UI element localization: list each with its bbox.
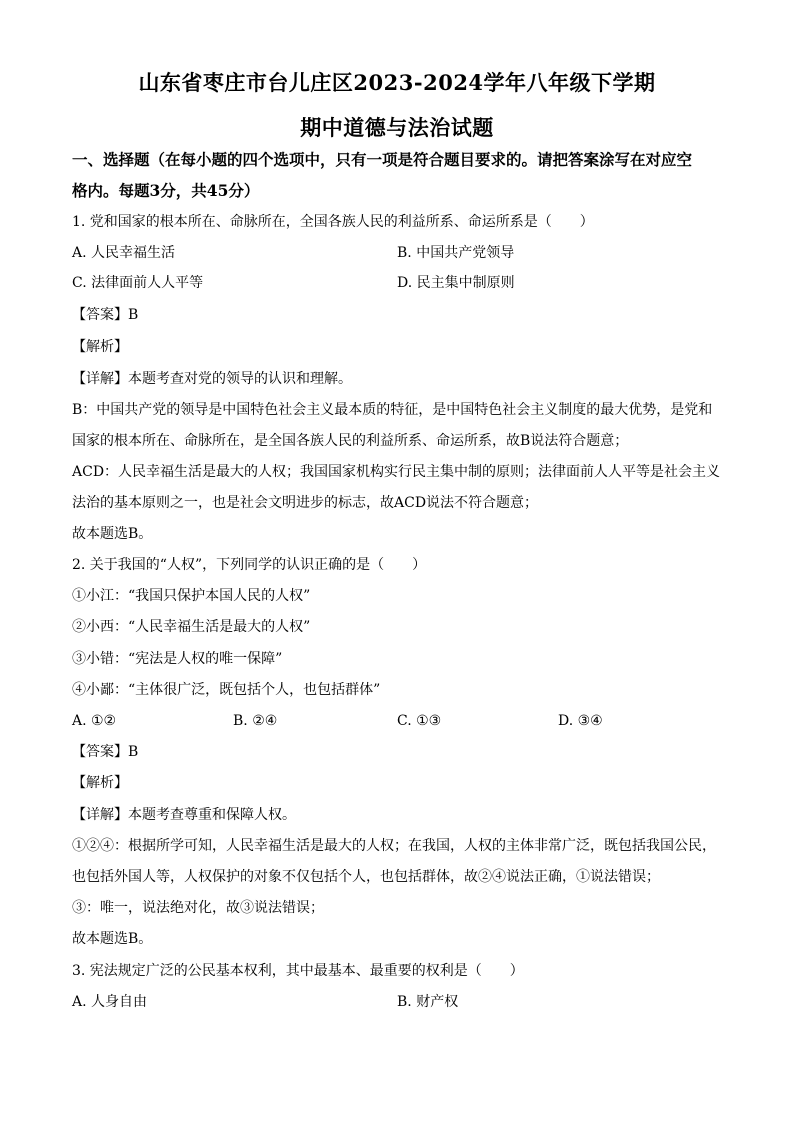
q2-answer: 【答案】B (72, 744, 139, 760)
q1-option-c: C. 法律面前人人平等 (72, 275, 204, 291)
section-heading-cont: 格内。每题3分，共45分） (72, 181, 260, 200)
q1-conclusion: 故本题选B。 (72, 526, 153, 542)
q2-explanation-line: ③：唯一，说法绝对化，故③说法错误； (72, 900, 324, 916)
q2-conclusion: 故本题选B。 (72, 931, 153, 947)
q1-option-a: A. 人民幸福生活 (72, 245, 176, 261)
q1-detail: 【详解】本题考查对党的领导的认识和理解。 (72, 371, 352, 387)
q2-option-d: D. ③④ (558, 713, 603, 729)
q2-statement: ②小西：“人民幸福生活是最大的人权” (72, 619, 311, 635)
q1-answer: 【答案】B (72, 307, 139, 323)
q2-stem: 2. 关于我国的“人权”，下列同学的认识正确的是（ ） (72, 557, 427, 573)
q2-statement: ③小错：“宪法是人权的唯一保障” (72, 651, 283, 667)
q1-explanation-line: 法治的基本原则之一，也是社会文明进步的标志，故ACD说法不符合题意； (72, 495, 539, 511)
q1-option-d: D. 民主集中制原则 (397, 275, 515, 291)
q2-statement: ①小江：“我国只保护本国人民的人权” (72, 588, 311, 604)
q1-analysis-label: 【解析】 (72, 339, 128, 355)
q1-explanation-line: B：中国共产党的领导是中国特色社会主义最本质的特征，是中国特色社会主义制度的最大优势，是党和 (72, 402, 713, 418)
page-subtitle: 期中道德与法治试题 (300, 115, 494, 140)
q2-statement: ④小鄙：“主体很广泛，既包括个人，也包括群体” (72, 682, 381, 698)
section-heading: 一、选择题（在每小题的四个选项中，只有一项是符合题目要求的。请把答案涂写在对应空 (72, 150, 693, 169)
q1-explanation-line: ACD：人民幸福生活是最大的人权；我国国家机构实行民主集中制的原则；法律面前人人平等是社会主义 (72, 464, 721, 480)
q1-stem: 1. 党和国家的根本所在、命脉所在，全国各族人民的利益所系、命运所系是（ ） (72, 214, 594, 230)
q2-option-c: C. ①③ (397, 713, 442, 729)
q1-explanation-line: 国家的根本所在、命脉所在，是全国各族人民的利益所系、命运所系，故B说法符合题意； (72, 433, 629, 449)
page-title: 山东省枣庄市台儿庄区2023-2024学年八年级下学期 (138, 70, 656, 95)
q3-option-a: A. 人身自由 (72, 994, 148, 1010)
q2-detail: 【详解】本题考查尊重和保障人权。 (72, 807, 296, 823)
q1-option-b: B. 中国共产党领导 (397, 245, 515, 261)
q2-explanation-line: ①②④：根据所学可知，人民幸福生活是最大的人权；在我国，人权的主体非常广泛，既包括我国公民， (72, 838, 716, 854)
q2-option-b: B. ②④ (233, 713, 278, 729)
q2-analysis-label: 【解析】 (72, 775, 128, 791)
q3-stem: 3. 宪法规定广泛的公民基本权利，其中最基本、最重要的权利是（ ） (72, 963, 524, 979)
q2-option-a: A. ①② (72, 713, 117, 729)
q2-explanation-line: 也包括外国人等，人权保护的对象不仅包括个人，也包括群体，故②④说法正确，①说法错误； (72, 869, 660, 885)
q3-option-b: B. 财产权 (397, 994, 459, 1010)
